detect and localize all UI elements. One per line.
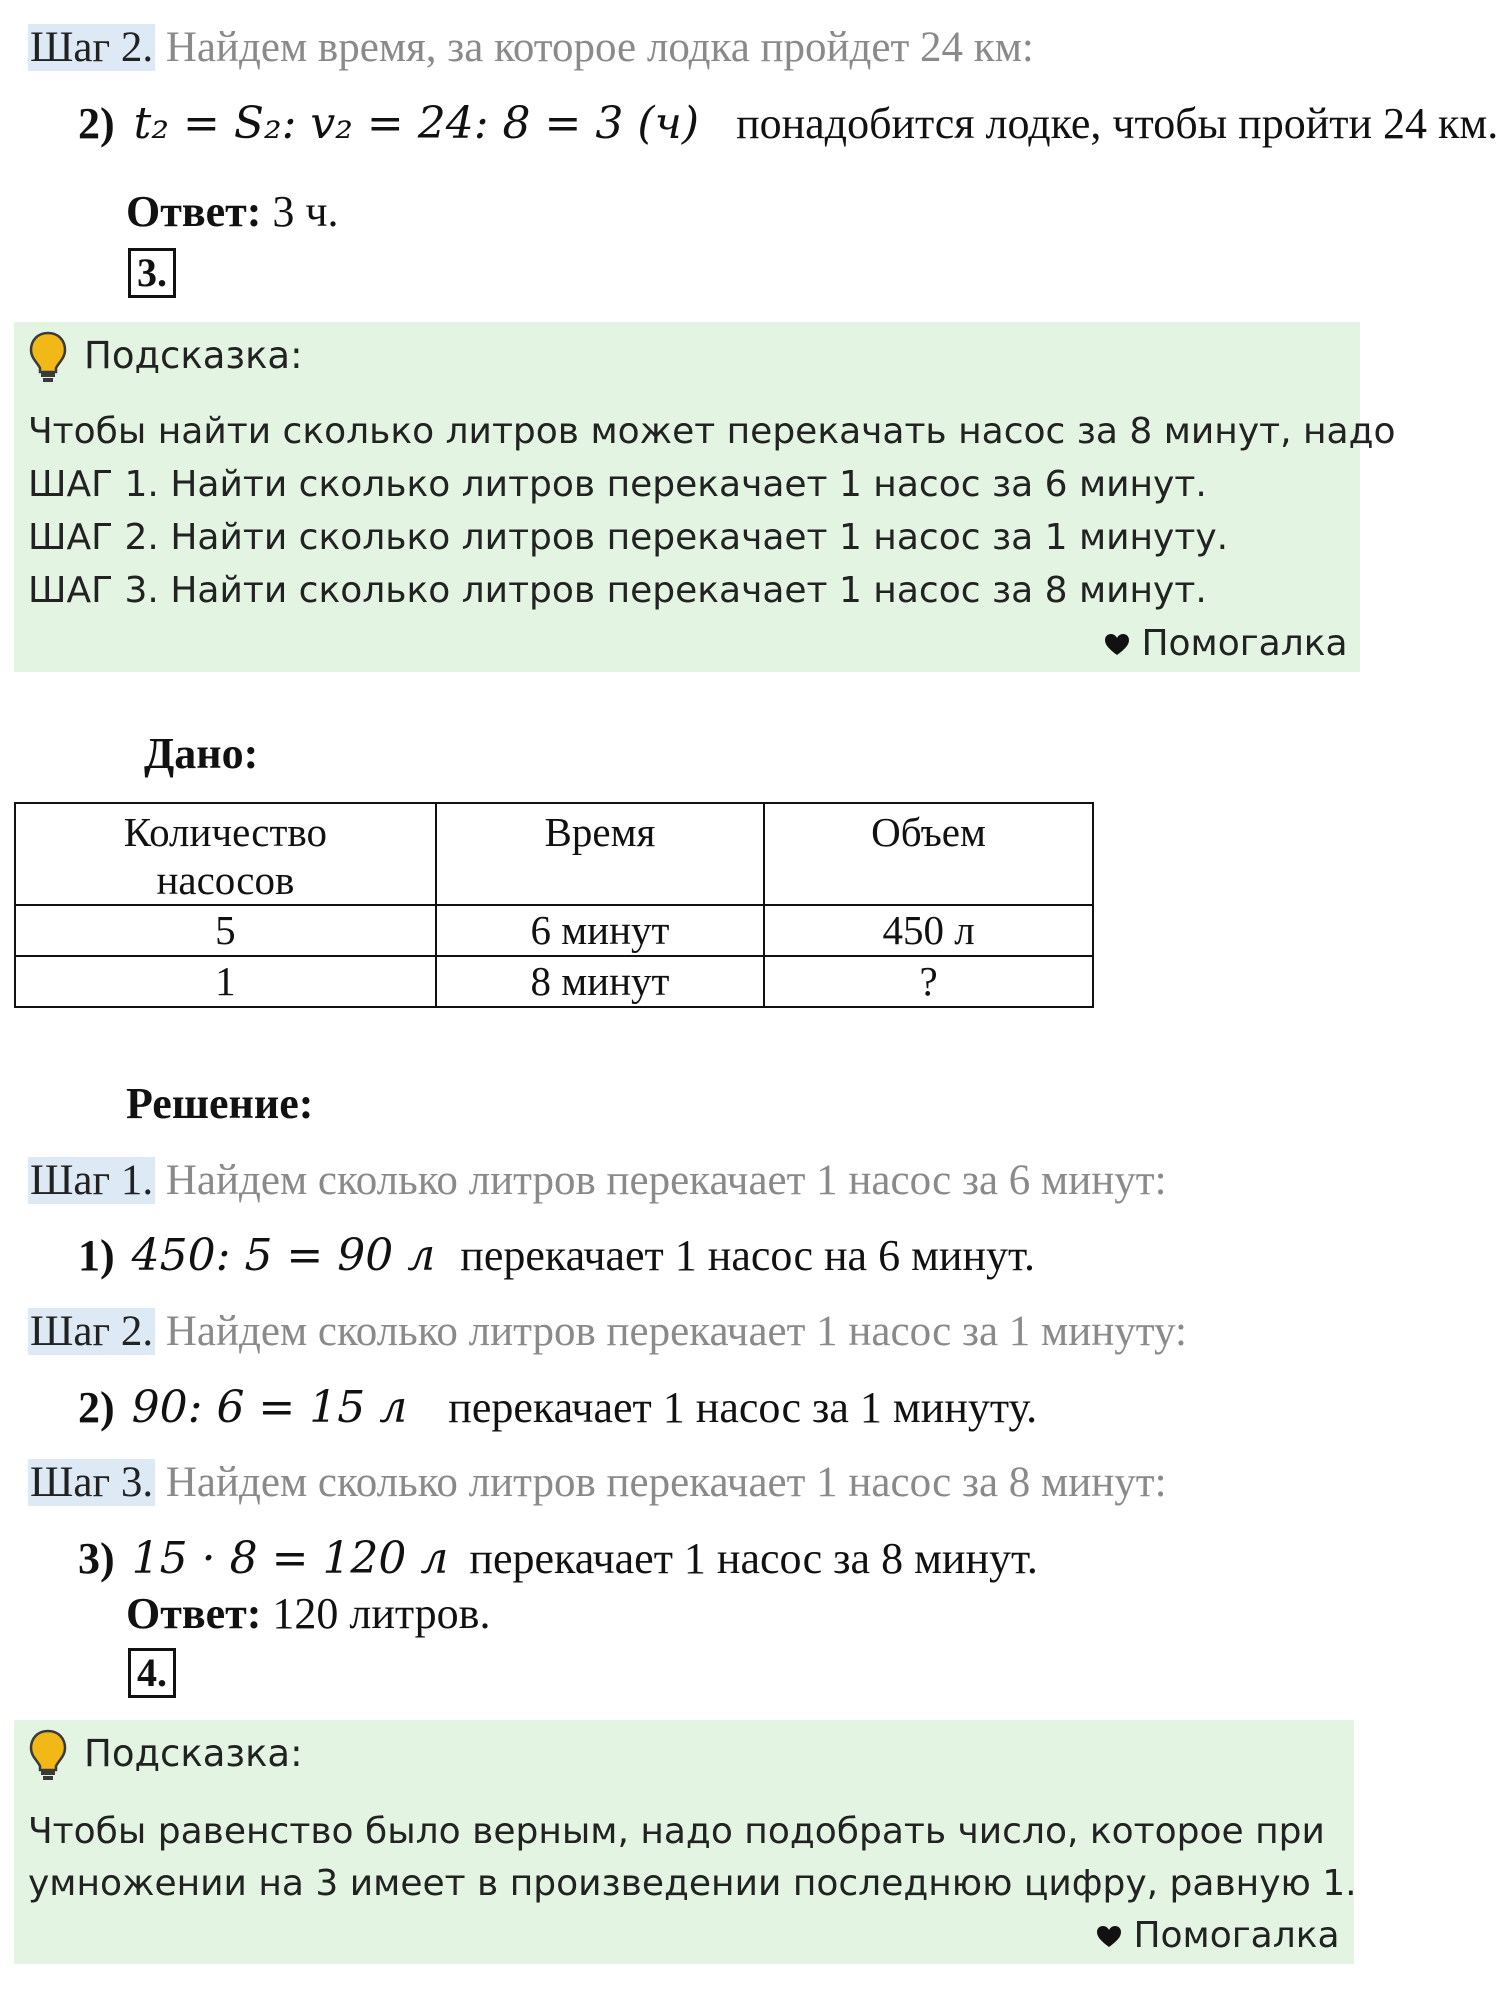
step-description: Найдем сколько литров перекачает 1 насос за 6 минут: — [155, 1157, 1167, 1204]
step-line-2 — [28, 1306, 1187, 1358]
calc-result-text: перекачает 1 насос за 1 минуту. — [448, 1383, 1038, 1432]
calc-number: 2) — [78, 99, 115, 148]
hint-step-1 — [28, 459, 1207, 511]
calc-number: 2) — [78, 1383, 115, 1432]
hint-footer-text: Помогалка — [1133, 1915, 1340, 1956]
hint-step-2 — [28, 512, 1228, 564]
table-cell: 1 — [15, 956, 436, 1007]
step-label: Шаг 2. — [30, 1308, 154, 1355]
hint-intro: Чтобы найти сколько литров может перекачать насос за 8 минут, надо — [28, 411, 1396, 452]
heart-icon — [1096, 1925, 1122, 1949]
task-number-box: 4. — [128, 1648, 176, 1698]
heart-icon — [1104, 633, 1130, 657]
hint-step-3 — [28, 565, 1207, 617]
calc-result-text: перекачает 1 насос за 8 минут. — [469, 1534, 1038, 1583]
table-cell: 450 л — [764, 905, 1093, 956]
step-label: Шаг 1. — [30, 1157, 154, 1204]
hint-box — [14, 1720, 1357, 1964]
calc-formula: 450: 5 = 90 л — [131, 1230, 436, 1281]
calc-formula: 90: 6 = 15 л — [131, 1382, 408, 1433]
hint-footer — [1104, 622, 1348, 666]
table-row — [15, 956, 1093, 1007]
step-description: Найдем время, за которое лодка пройдет 24 км: — [155, 24, 1034, 71]
hint-step-text: Найти сколько литров перекачает 1 насос за 8 минут. — [158, 570, 1207, 611]
calc-line-top — [78, 98, 1498, 150]
hint-footer-text: Помогалка — [1141, 623, 1348, 664]
hint-step-label: ШАГ 1. — [28, 464, 159, 505]
table-cell: ? — [764, 956, 1093, 1007]
hint-step-label: ШАГ 3. — [28, 570, 159, 611]
lightbulb-icon — [28, 330, 68, 384]
answer-label: Ответ: — [126, 187, 262, 236]
table-header-cell: Объем — [764, 803, 1093, 905]
hint-step-text: Найти сколько литров перекачает 1 насос за 1 минуту. — [158, 517, 1229, 558]
hint-title: Подсказка: — [84, 334, 303, 377]
table-cell: 6 минут — [436, 905, 764, 956]
hint-step-text: Найти сколько литров перекачает 1 насос за 6 минут. — [158, 464, 1207, 505]
calc-number: 1) — [78, 1231, 115, 1280]
table-header-cell: Время — [436, 803, 764, 905]
calc-number: 3) — [78, 1534, 115, 1583]
calc-line-3 — [78, 1533, 1038, 1585]
step-line-top — [28, 22, 1034, 74]
hint-line: умножении на 3 имеет в произведении последнюю цифру, равную 1. — [28, 1863, 1357, 1904]
hint-title: Подсказка: — [84, 1732, 303, 1775]
step-line-1 — [28, 1155, 1167, 1207]
task-number-box: 3. — [128, 248, 176, 298]
calc-line-1 — [78, 1230, 1035, 1282]
given-heading: Дано: — [144, 729, 259, 778]
hint-step-label: ШАГ 2. — [28, 517, 159, 558]
answer-label: Ответ: — [126, 1589, 262, 1638]
answer-value: 3 ч. — [261, 187, 339, 236]
table-cell: 5 — [15, 905, 436, 956]
calc-formula: t₂ = S₂: v₂ = 24: 8 = 3 (ч) — [133, 98, 700, 149]
given-table — [14, 802, 1094, 1008]
step-description: Найдем сколько литров перекачает 1 насос за 1 минуту: — [155, 1308, 1187, 1355]
calc-result-text: перекачает 1 насос на 6 минут. — [460, 1231, 1035, 1280]
calc-formula: 15 · 8 = 120 л — [131, 1533, 449, 1584]
step-label: Шаг 2. — [30, 24, 154, 71]
hint-box — [14, 322, 1396, 672]
table-row — [15, 905, 1093, 956]
solution-heading: Решение: — [126, 1079, 314, 1128]
answer-line-top — [126, 186, 339, 238]
answer-line — [126, 1588, 490, 1640]
table-header-row — [15, 803, 1093, 905]
lightbulb-icon — [28, 1728, 68, 1782]
step-label: Шаг 3. — [30, 1459, 154, 1506]
step-line-3 — [28, 1457, 1167, 1509]
step-description: Найдем сколько литров перекачает 1 насос за 8 минут: — [155, 1459, 1167, 1506]
hint-footer — [1096, 1914, 1340, 1958]
table-header-cell: Количество насосов — [15, 803, 436, 905]
calc-line-2 — [78, 1382, 1037, 1434]
hint-line: Чтобы равенство было верным, надо подобрать число, которое при — [28, 1811, 1325, 1852]
table-cell: 8 минут — [436, 956, 764, 1007]
answer-value: 120 литров. — [261, 1589, 491, 1638]
calc-result-text: понадобится лодке, чтобы пройти 24 км. — [736, 99, 1498, 148]
